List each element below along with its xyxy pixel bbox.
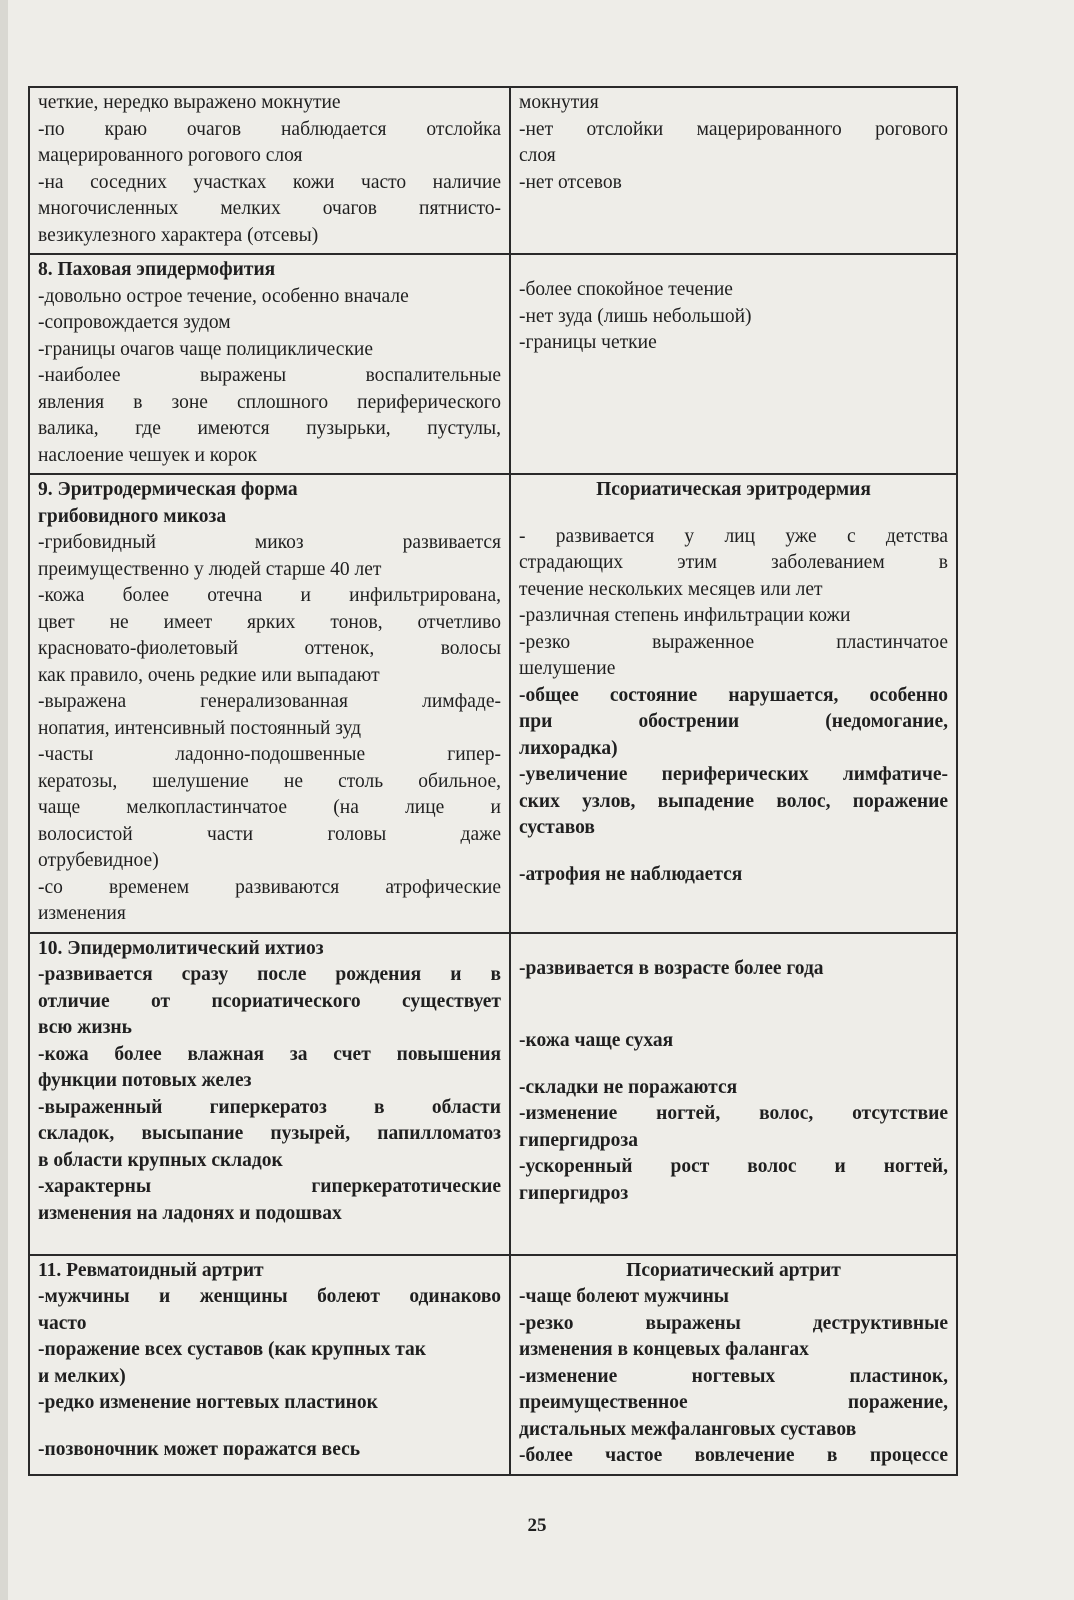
- text-line: слоя: [519, 145, 556, 166]
- text-line: -более частое вовлечение в процессе: [519, 1445, 948, 1466]
- table-row: [29, 933, 957, 1255]
- text-line: -часты ладонно-подошвенные гипер-: [38, 744, 501, 765]
- text-line: -поражение всех суставов (как крупных так: [38, 1339, 426, 1360]
- text-line: в области крупных складок: [38, 1149, 283, 1171]
- text-line: -позвоночник может поражатся весь: [38, 1438, 361, 1460]
- text-line: -развивается в возрасте более года: [519, 957, 824, 979]
- text-line: -кожа более влажная за счет повышения: [38, 1043, 501, 1065]
- section-title: 8. Паховая эпидермофития: [38, 259, 276, 280]
- text-line: нопатия, интенсивный постоянный зуд: [38, 717, 362, 739]
- table-row: [29, 87, 957, 254]
- text-line: -ускоренный рост волос и ногтей,: [519, 1156, 948, 1177]
- text-line: изменения на ладонях и подошвах: [38, 1202, 342, 1224]
- text-line: -мужчины и женщины болеют одинаково: [38, 1286, 501, 1307]
- text-line: -нет зуда (лишь небольшой): [519, 305, 752, 327]
- text-line: -грибовидный микоз развивается: [38, 532, 501, 553]
- table-cell-right: [510, 87, 957, 254]
- text-line: -выраженный гиперкератоз в области: [38, 1096, 501, 1118]
- text-line: -наиболее выражены воспалительные: [38, 365, 501, 386]
- text-line: отличие от псориатического существует: [38, 990, 501, 1012]
- text-line: -со временем развиваются атрофические: [38, 876, 501, 898]
- text-line: -выражена генерализованная лимфаде-: [38, 691, 501, 712]
- text-line: -нет отслойки мацерированного рогового: [519, 118, 948, 140]
- text-line: -изменение ногтевых пластинок,: [519, 1365, 948, 1387]
- text-line: -изменение ногтей, волос, отсутствие: [519, 1103, 948, 1124]
- text-line: -границы очагов чаще полициклические: [38, 338, 374, 360]
- text-line: как правило, очень редкие или выпадают: [38, 664, 380, 686]
- text-line: мокнутия: [519, 92, 599, 113]
- text-line: преимущественное поражение,: [519, 1392, 948, 1413]
- text-line: -сопровождается зудом: [38, 312, 231, 333]
- text-line: изменения: [38, 903, 126, 924]
- text-line: -резко выражены деструктивные: [519, 1312, 948, 1334]
- text-line: -редко изменение ногтевых пластинок: [38, 1392, 378, 1413]
- text-line: -резко выраженное пластинчатое: [519, 631, 948, 653]
- text-line: изменения в концевых фалангах: [519, 1339, 809, 1360]
- text-line: многочисленных мелких очагов пятнисто-: [38, 198, 501, 219]
- text-line: -кожа более отечна и инфильтрирована,: [38, 585, 501, 606]
- text-line: -развивается сразу после рождения и в: [38, 964, 501, 985]
- table-cell-right: [510, 933, 957, 1255]
- text-line: -чаще болеют мужчины: [519, 1286, 730, 1307]
- table-cell-left: [29, 254, 510, 474]
- text-line: страдающих этим заболеванием в: [519, 552, 948, 573]
- text-line: -нет отсевов: [519, 171, 622, 193]
- text-line: наслоение чешуек и корок: [38, 444, 258, 466]
- text-line: - развивается у лиц уже с детства: [519, 525, 948, 547]
- text-line: -кожа чаще сухая: [519, 1030, 674, 1051]
- text-line: -атрофия не наблюдается: [519, 863, 743, 885]
- text-line: -характерны гиперкератотические: [38, 1176, 501, 1197]
- text-line: везикулезного характера (отсевы): [38, 224, 319, 246]
- text-line: гипергидроза: [519, 1129, 638, 1151]
- table-cell-left: [29, 1255, 510, 1475]
- comparison-table: [28, 86, 958, 1476]
- text-line: лихорадка): [519, 737, 618, 759]
- section-title: грибовидного микоза: [38, 505, 227, 527]
- page-number: 25: [527, 1515, 547, 1536]
- table-cell-left: [29, 474, 510, 933]
- text-line: -складки не поражаются: [519, 1076, 738, 1098]
- text-line: волосистой части головы даже: [38, 823, 501, 845]
- text-line: ских узлов, выпадение волос, поражение: [519, 790, 948, 812]
- text-line: -довольно острое течение, особенно вначале: [38, 285, 409, 307]
- text-line: дистальных межфаланговых суставов: [519, 1418, 857, 1440]
- text-line: преимущественно у людей старше 40 лет: [38, 558, 382, 580]
- table-row: [29, 1255, 957, 1475]
- text-line: при обострении (недомогание,: [519, 711, 948, 732]
- text-line: -увеличение периферических лимфатиче-: [519, 764, 948, 785]
- section-title: 10. Эпидермолитический ихтиоз: [38, 937, 324, 959]
- text-line: -более спокойное течение: [519, 279, 733, 300]
- text-line: валика, где имеются пузырьки, пустулы,: [38, 418, 501, 439]
- text-line: четкие, нередко выражено мокнутие: [38, 92, 341, 113]
- table-cell-left: [29, 87, 510, 254]
- text-line: -границы четкие: [519, 332, 657, 353]
- text-line: шелушение: [519, 658, 616, 679]
- text-line: мацерированного рогового слоя: [38, 145, 303, 166]
- text-line: течение нескольких месяцев или лет: [519, 578, 823, 600]
- text-line: -на соседних участках кожи часто наличие: [38, 171, 501, 193]
- section-title: 9. Эритродермическая форма: [38, 479, 298, 500]
- text-line: отрубевидное): [38, 850, 159, 871]
- text-line: складок, высыпание пузырей, папилломатоз: [38, 1123, 501, 1144]
- text-line: кератозы, шелушение не столь обильное,: [38, 770, 501, 792]
- text-line: -различная степень инфильтрации кожи: [519, 605, 851, 626]
- text-line: чаще мелкопластинчатое (на лице и: [38, 797, 501, 818]
- table-cell-right: [510, 1255, 957, 1475]
- table-row: [29, 254, 957, 474]
- text-line: и мелких): [38, 1365, 126, 1387]
- text-line: функции потовых желез: [38, 1070, 252, 1091]
- table-cell-right: [510, 254, 957, 474]
- section-title: Псориатический артрит: [626, 1259, 841, 1281]
- table-cell-right: [510, 474, 957, 933]
- text-line: часто: [38, 1312, 87, 1334]
- table-row: [29, 474, 957, 933]
- text-line: цвет не имеет ярких тонов, отчетливо: [38, 611, 501, 633]
- text-line: -общее состояние нарушается, особенно: [519, 684, 948, 706]
- text-line: гипергидроз: [519, 1182, 629, 1204]
- text-line: красновато-фиолетовый оттенок, волосы: [38, 638, 501, 659]
- text-line: всю жизнь: [38, 1017, 132, 1038]
- section-title: Псориатическая эритродермия: [596, 479, 871, 500]
- section-title: 11. Ревматоидный артрит: [38, 1259, 264, 1281]
- table-cell-left: [29, 933, 510, 1255]
- text-line: суставов: [519, 817, 595, 838]
- text-line: -по краю очагов наблюдается отслойка: [38, 118, 501, 140]
- text-line: явления в зоне сплошного периферического: [38, 391, 501, 413]
